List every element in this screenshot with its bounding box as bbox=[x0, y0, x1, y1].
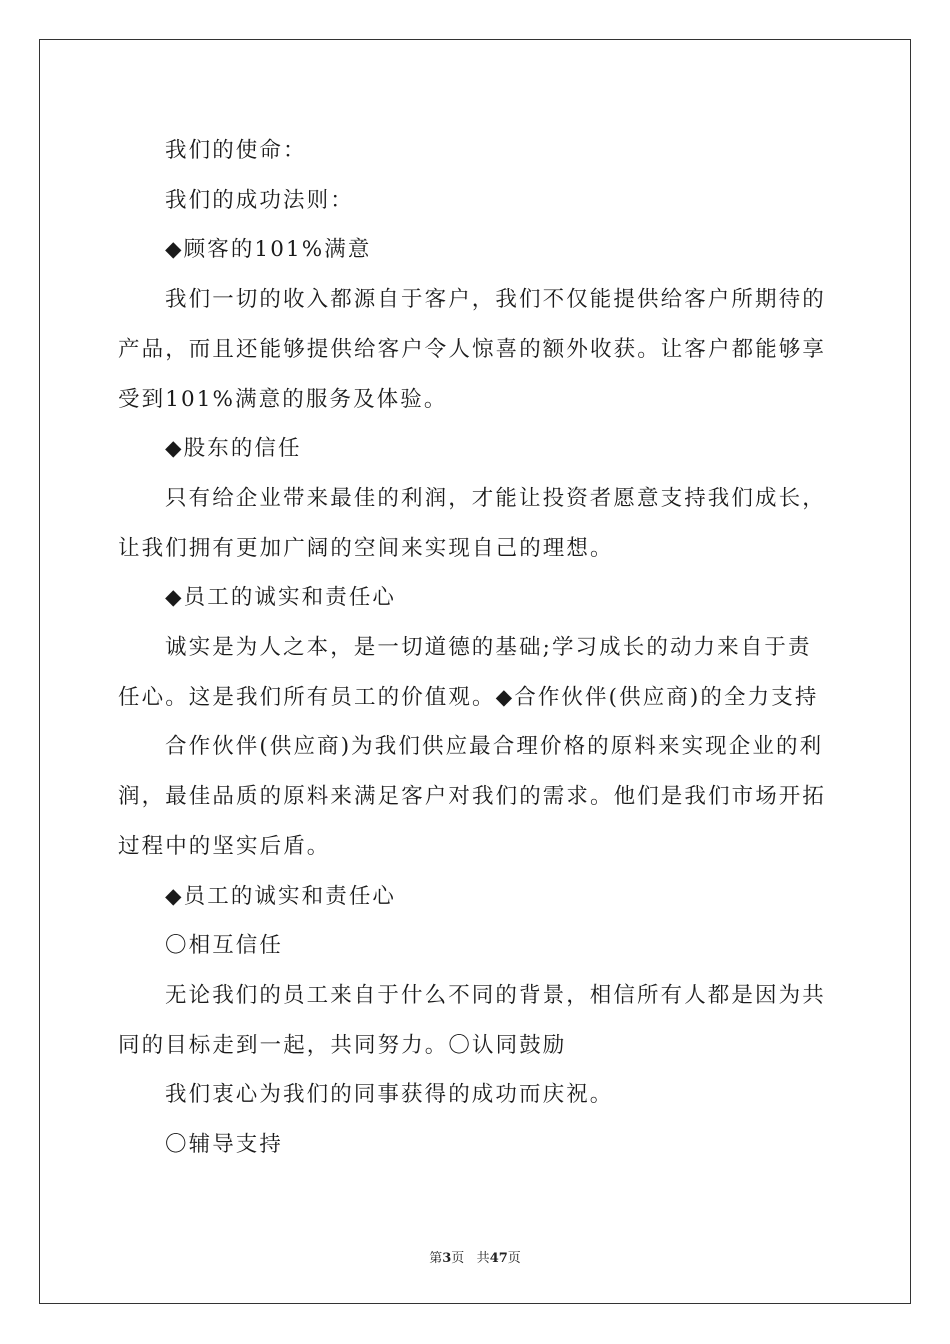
text-line: 〇相互信任 bbox=[165, 933, 284, 959]
text-line: 我们的成功法则： bbox=[165, 187, 354, 213]
text-line: 受到101%满意的服务及体验。 bbox=[118, 386, 448, 412]
text-line: 任心。这是我们所有员工的价值观。◆合作伙伴(供应商)的全力支持 bbox=[118, 684, 819, 710]
text-line: 让我们拥有更加广阔的空间来实现自己的理想。 bbox=[118, 535, 614, 561]
text-line: 产品，而且还能够提供给客户令人惊喜的额外收获。让客户都能够享 bbox=[118, 336, 827, 362]
total-unit: 页 bbox=[507, 1251, 521, 1266]
page-unit: 页 bbox=[451, 1251, 465, 1266]
text-line: 我们一切的收入都源自于客户，我们不仅能提供给客户所期待的 bbox=[165, 287, 826, 313]
text-line: 我们衷心为我们的同事获得的成功而庆祝。 bbox=[165, 1082, 614, 1108]
text-line: 只有给企业带来最佳的利润，才能让投资者愿意支持我们成长， bbox=[165, 485, 826, 511]
text-line: 我们的使命： bbox=[165, 138, 307, 163]
text-line: ◆顾客的101%满意 bbox=[165, 237, 372, 263]
text-line: ◆股东的信任 bbox=[165, 436, 302, 462]
page-prefix: 第 bbox=[429, 1251, 443, 1266]
text-line: 合作伙伴(供应商)为我们供应最合理价格的原料来实现企业的利 bbox=[165, 734, 824, 760]
total-pages: 47 bbox=[489, 1251, 508, 1266]
page-number: 3 bbox=[442, 1251, 452, 1266]
text-line: ◆员工的诚实和责任心 bbox=[165, 883, 397, 909]
text-line: 过程中的坚实后盾。 bbox=[118, 833, 331, 859]
total-prefix: 共 bbox=[476, 1251, 490, 1266]
text-line: 诚实是为人之本，是一切道德的基础;学习成长的动力来自于责 bbox=[165, 635, 812, 661]
document-body bbox=[118, 126, 832, 1170]
text-line: 〇辅导支持 bbox=[165, 1132, 284, 1158]
page-footer bbox=[0, 1247, 950, 1266]
text-line: 润，最佳品质的原料来满足客户对我们的需求。他们是我们市场开拓 bbox=[118, 784, 827, 810]
text-line: 同的目标走到一起，共同努力。〇认同鼓励 bbox=[118, 1032, 567, 1058]
text-line: ◆员工的诚实和责任心 bbox=[165, 585, 397, 611]
text-line: 无论我们的员工来自于什么不同的背景，相信所有人都是因为共 bbox=[165, 982, 826, 1008]
